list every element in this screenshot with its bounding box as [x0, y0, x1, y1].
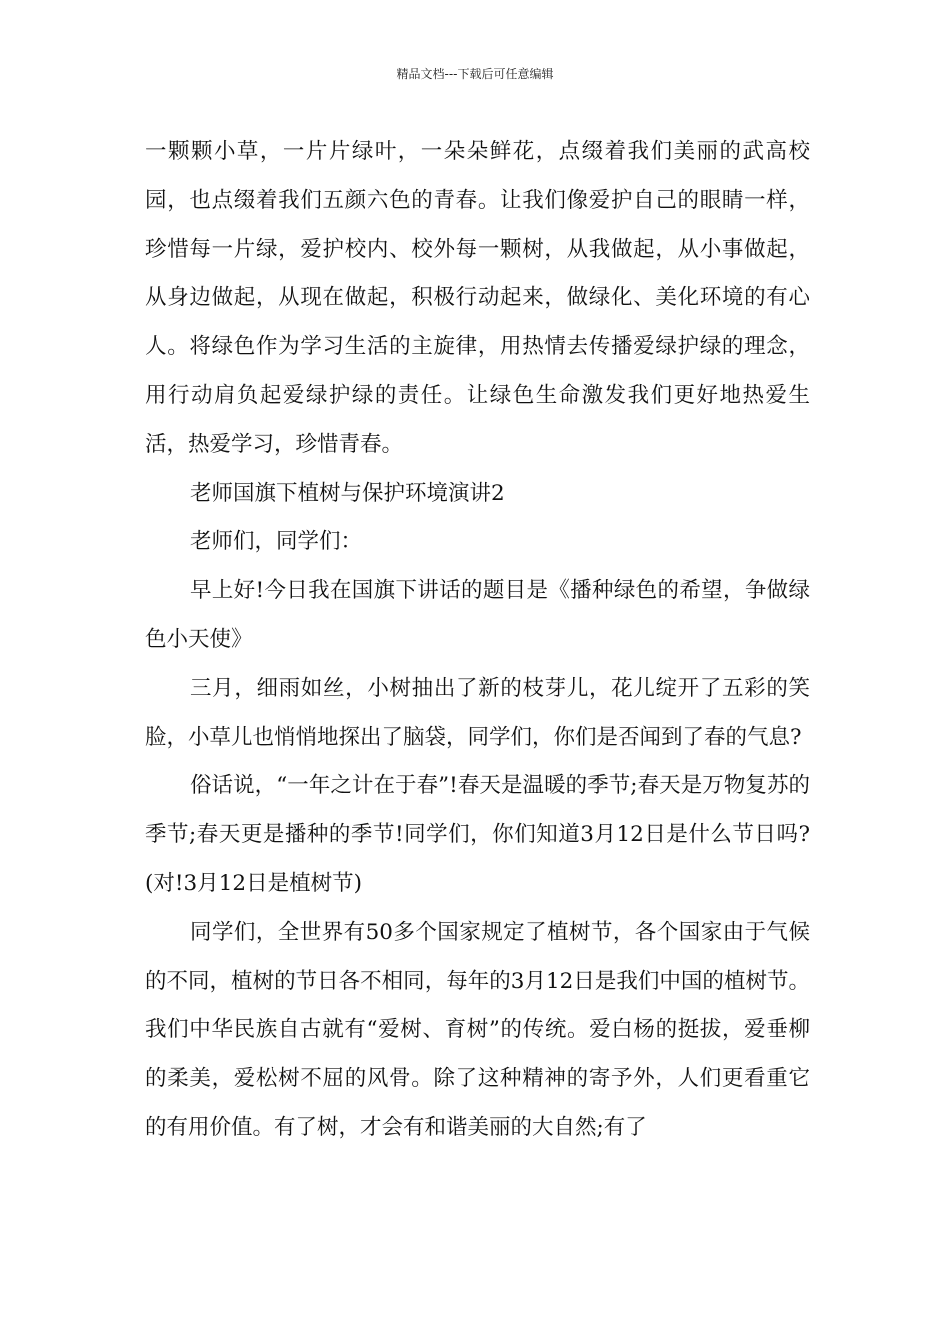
paragraph-intro-continuation: 一颗颗小草，一片片绿叶，一朵朵鲜花，点缀着我们美丽的武高校园，也点缀着我们五颜六色的青春。让我们像爱护自己的眼睛一样，珍惜每一片绿，爱护校内、校外每一颗树，从我做起，从小事做起，从身边做起，从现在做起，积极行动起来，做绿化、美化环境的有心人。将绿色作为学习生活的主旋律，用热情去传播爱绿护绿的理念，用行动肩负起爱绿护绿的责任。让绿色生命激发我们更好地热爱生活，热爱学习，珍惜青春。	[145, 139, 810, 457]
paragraph-proverb: 俗话说，“一年之计在于春”!春天是温暖的季节;春天是万物复苏的季节;春天更是播种的季节!同学们，你们知道3月12日是什么节日吗?(对!3月12日是植树节)	[145, 773, 810, 896]
paragraph-arbor-day: 同学们，全世界有50多个国家规定了植树节，各个国家由于气候的不同，植树的节日各不相同，每年的3月12日是我们中国的植树节。我们中华民族自古就有“爱树、育树”的传统。爱白杨的挺拔，爱垂柳的柔美，爱松树不屈的风骨。除了这种精神的寄予外，人们更看重它的有用价值。有了树，才会有和谐美丽的大自然;有了	[145, 919, 810, 1140]
document-body	[145, 128, 810, 1153]
salutation: 老师们，同学们：	[190, 529, 363, 555]
page-header: 精品文档---下载后可任意编辑	[396, 67, 554, 81]
section-heading: 老师国旗下植树与保护环境演讲2	[190, 480, 505, 506]
paragraph-spring: 三月，细雨如丝，小树抽出了新的枝芽儿，花儿绽开了五彩的笑脸，小草儿也悄悄地探出了脑袋，同学们，你们是否闻到了春的气息?	[145, 675, 810, 750]
paragraph-greeting: 早上好!今日我在国旗下讲话的题目是《播种绿色的希望，争做绿色小天使》	[145, 578, 810, 652]
